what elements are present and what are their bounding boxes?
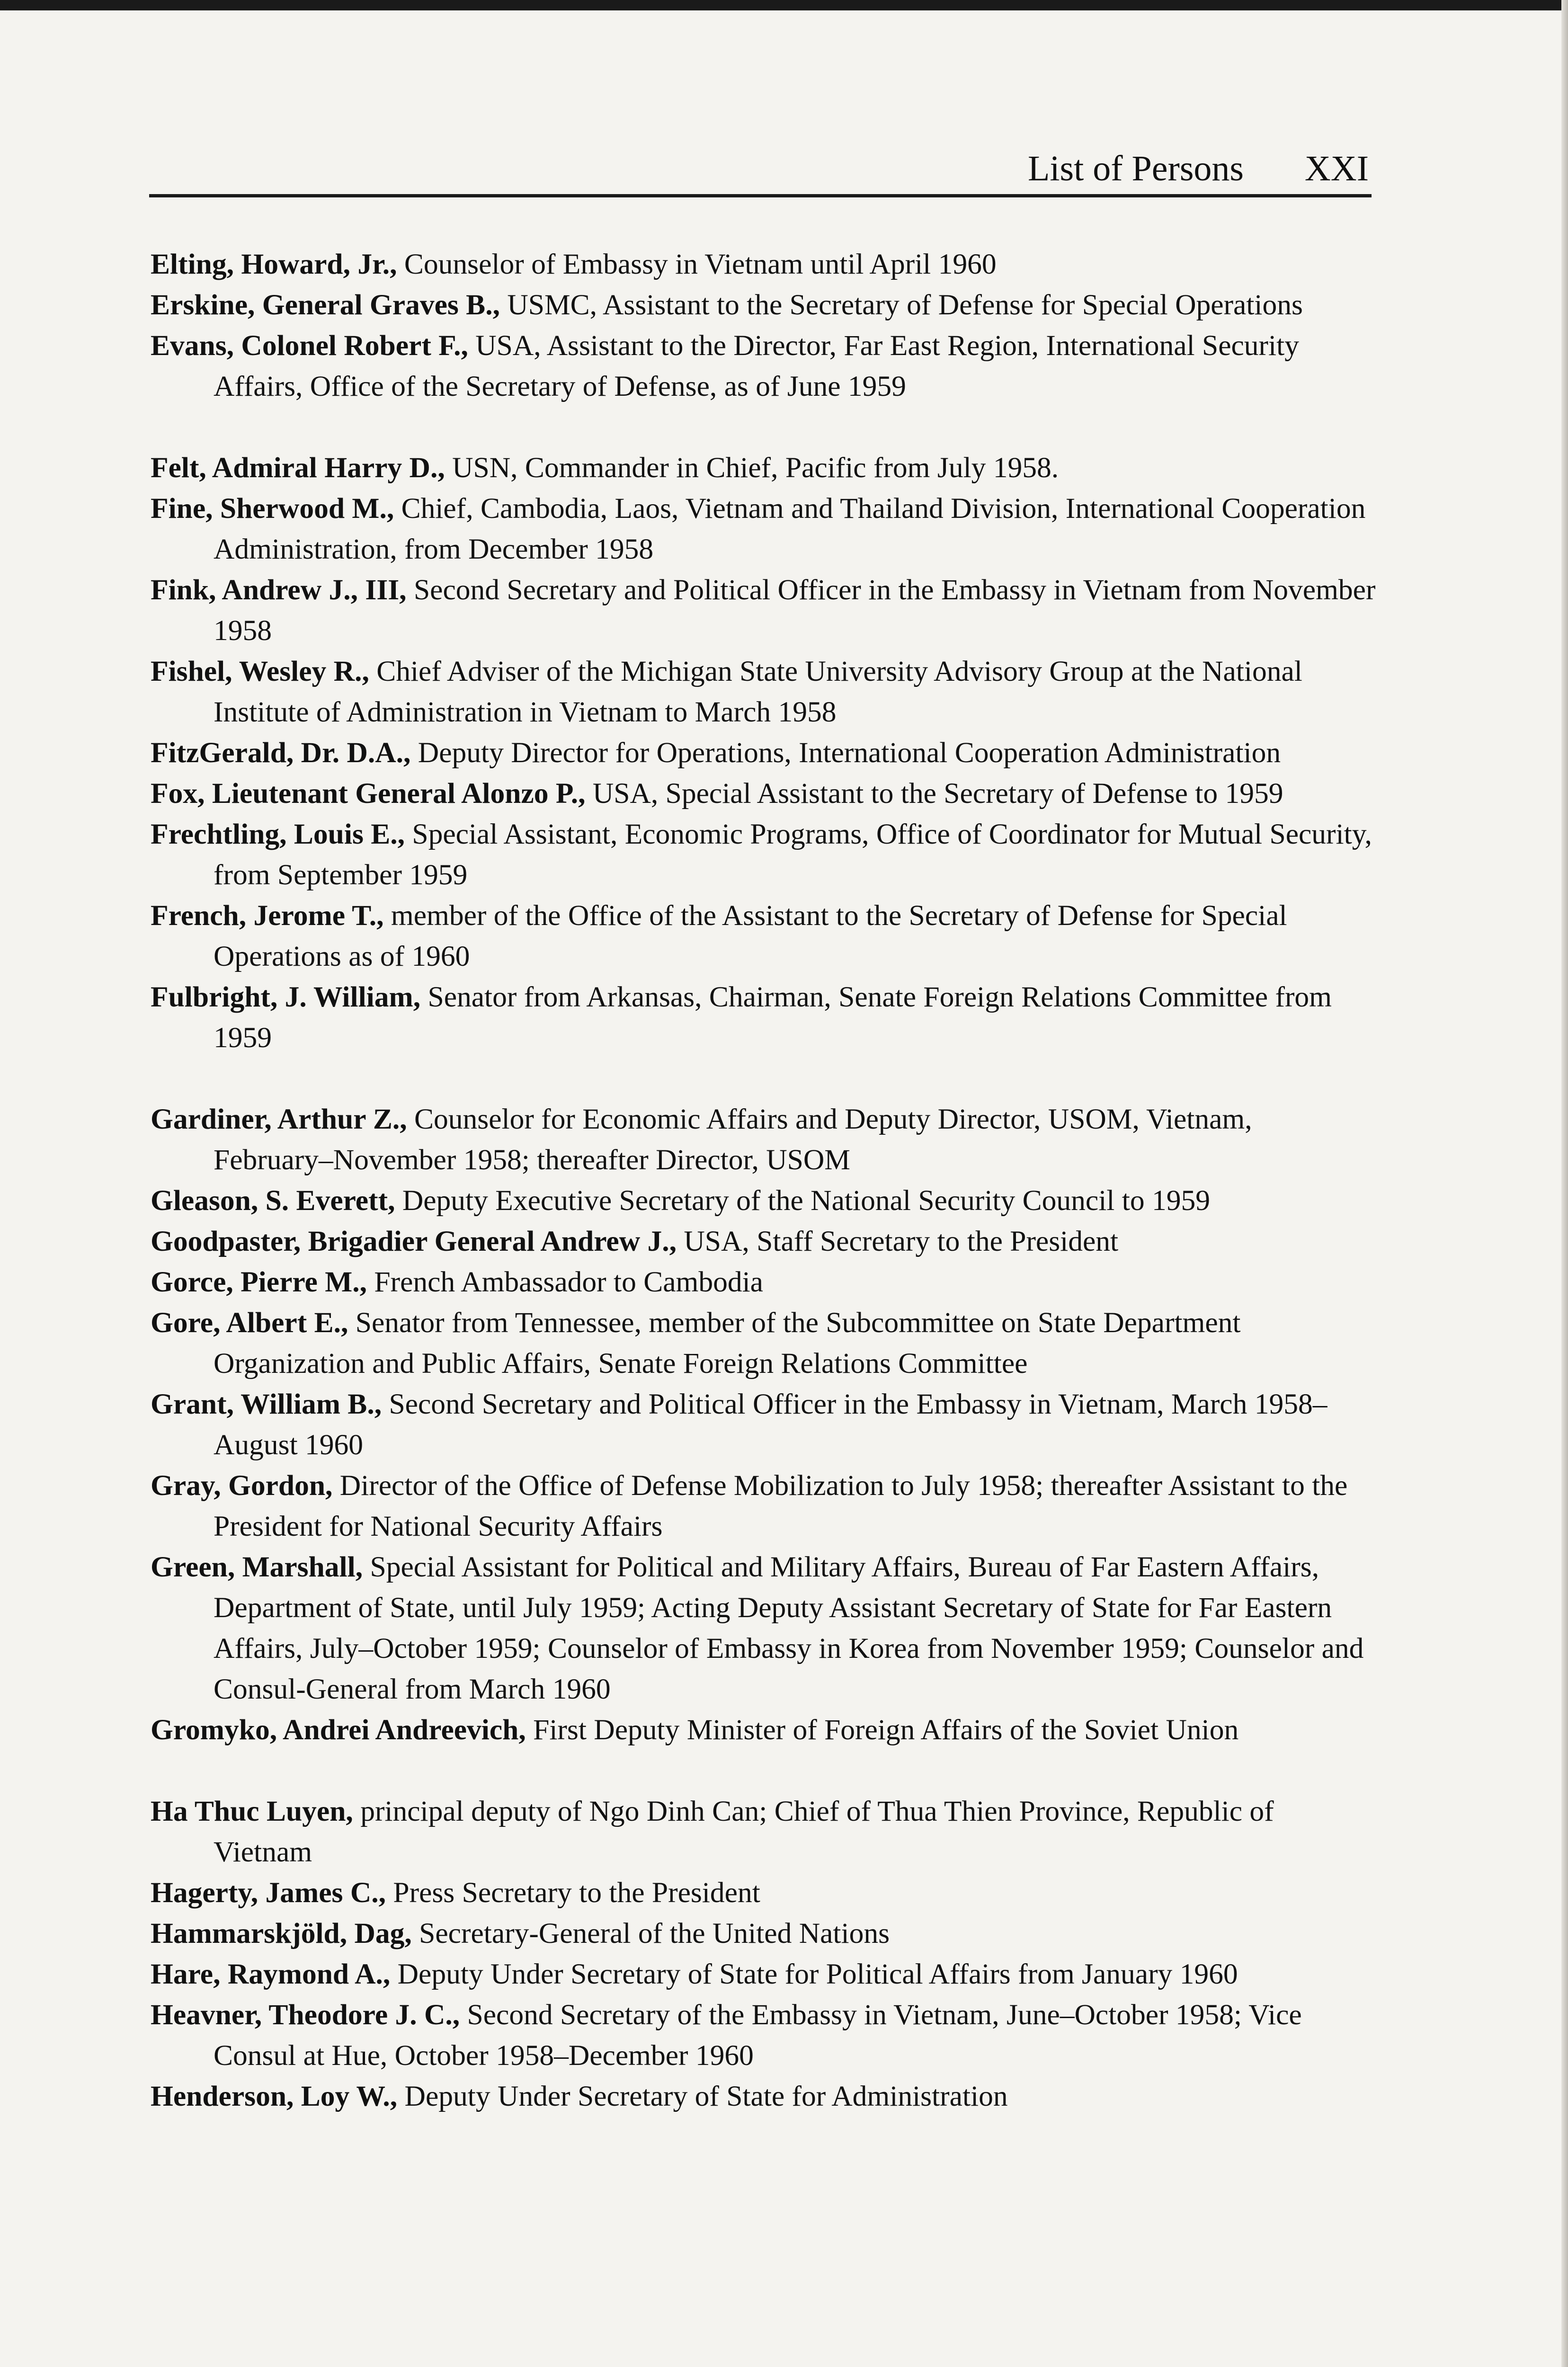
person-name: Felt, Admiral Harry D.,	[151, 452, 445, 484]
person-description: USMC, Assistant to the Secretary of Defense for Special Operations	[507, 289, 1303, 321]
person-name: Gardiner, Arthur Z.,	[151, 1103, 407, 1135]
person-description: Deputy Executive Secretary of the National Security Council to 1959	[402, 1184, 1210, 1217]
person-name: French, Jerome T.,	[151, 899, 384, 932]
person-entry	[151, 447, 1378, 488]
person-entry	[151, 1872, 1378, 1913]
person-name: Erskine, General Graves B.,	[151, 289, 500, 321]
person-name: Heavner, Theodore J. C.,	[151, 1999, 460, 2031]
person-entry	[151, 488, 1378, 570]
person-entry	[151, 285, 1378, 325]
person-entry	[151, 1180, 1378, 1221]
person-description: principal deputy of Ngo Dinh Can; Chief of Thua Thien Province, Republic of Vietnam	[214, 1795, 1274, 1868]
person-entry	[151, 1221, 1378, 1262]
person-description: USA, Assistant to the Director, Far East Region, International Security Affairs, Office of the Secretary of Defense, as of June 1959	[214, 329, 1299, 402]
person-description: Counselor of Embassy in Vietnam until April 1960	[404, 248, 997, 280]
person-name: Fink, Andrew J., III,	[151, 574, 407, 606]
person-description: Deputy Under Secretary of State for Administration	[404, 2080, 1008, 2112]
page-number: XXI	[1304, 149, 1369, 188]
person-entry	[151, 1465, 1378, 1547]
person-name: Gorce, Pierre M.,	[151, 1266, 367, 1298]
person-name: Hammarskjöld, Dag,	[151, 1917, 412, 1949]
top-edge-rule	[0, 0, 1568, 10]
person-description: Deputy Under Secretary of State for Political Affairs from January 1960	[397, 1958, 1238, 1990]
person-name: Ha Thuc Luyen,	[151, 1795, 353, 1827]
person-name: Gromyko, Andrei Andreevich,	[151, 1714, 526, 1746]
person-entry	[151, 1099, 1378, 1180]
section-e	[151, 244, 1378, 407]
person-name: Hare, Raymond A.,	[151, 1958, 391, 1990]
person-description: member of the Office of the Assistant to the Secretary of Defense for Special Operations as of 1960	[214, 899, 1287, 972]
person-name: Evans, Colonel Robert F.,	[151, 329, 468, 362]
person-entry	[151, 2076, 1378, 2117]
person-entry	[151, 1262, 1378, 1302]
person-entry	[151, 570, 1378, 651]
person-name: Fishel, Wesley R.,	[151, 655, 369, 687]
person-entry	[151, 977, 1378, 1058]
person-name: Fox, Lieutenant General Alonzo P.,	[151, 777, 586, 810]
person-entry	[151, 244, 1378, 285]
person-description: USA, Special Assistant to the Secretary of Defense to 1959	[592, 777, 1283, 810]
person-entry	[151, 1954, 1378, 1994]
person-name: Gore, Albert E.,	[151, 1307, 348, 1339]
person-name: Frechtling, Louis E.,	[151, 818, 405, 850]
person-description: USA, Staff Secretary to the President	[684, 1225, 1119, 1257]
person-description: Second Secretary of the Embassy in Vietnam, June–October 1958; Vice Consul at Hue, October 1958–December 1960	[214, 1999, 1302, 2072]
person-entry	[151, 773, 1378, 814]
persons-list	[151, 244, 1378, 2157]
header-title: List of Persons	[1028, 149, 1244, 188]
person-description: Deputy Director for Operations, International Cooperation Administration	[418, 737, 1281, 769]
person-description: USN, Commander in Chief, Pacific from July 1958.	[452, 452, 1059, 484]
person-entry	[151, 1791, 1378, 1872]
person-name: Goodpaster, Brigadier General Andrew J.,	[151, 1225, 677, 1257]
person-description: Secretary-General of the United Nations	[419, 1917, 890, 1949]
page-edge-shadow	[1561, 0, 1568, 2367]
person-description: Special Assistant, Economic Programs, Office of Coordinator for Mutual Security, from September 1959	[214, 818, 1372, 891]
person-entry	[151, 1547, 1378, 1709]
person-name: Green, Marshall,	[151, 1551, 363, 1583]
person-name: Hagerty, James C.,	[151, 1877, 386, 1909]
person-entry	[151, 325, 1378, 407]
person-description: Second Secretary and Political Officer in the Embassy in Vietnam from November 1958	[214, 574, 1376, 647]
person-entry	[151, 895, 1378, 977]
person-name: FitzGerald, Dr. D.A.,	[151, 737, 411, 769]
person-entry	[151, 1384, 1378, 1465]
person-entry	[151, 1709, 1378, 1750]
person-entry	[151, 1302, 1378, 1384]
person-name: Elting, Howard, Jr.,	[151, 248, 397, 280]
person-description: Second Secretary and Political Officer in the Embassy in Vietnam, March 1958–August 1960	[214, 1388, 1327, 1461]
person-name: Henderson, Loy W.,	[151, 2080, 398, 2112]
person-entry	[151, 1913, 1378, 1954]
section-h	[151, 1791, 1378, 2117]
person-description: Special Assistant for Political and Military Affairs, Bureau of Far Eastern Affairs, Department of State, until July 1959; Acting Deputy Assistant Secretary of State for Far Eastern Affairs, July–October 1959; Counselor of Embassy in Korea from November 1959; Counselor and Consul-General from March 1960	[214, 1551, 1364, 1705]
person-description: Director of the Office of Defense Mobilization to July 1958; thereafter Assistant to the President for National Security Affairs	[214, 1469, 1348, 1542]
person-description: Counselor for Economic Affairs and Deputy Director, USOM, Vietnam, February–November 1958; thereafter Director, USOM	[214, 1103, 1252, 1176]
person-description: French Ambassador to Cambodia	[374, 1266, 763, 1298]
person-name: Fulbright, J. William,	[151, 981, 421, 1013]
person-name: Grant, William B.,	[151, 1388, 382, 1420]
person-description: Press Secretary to the President	[393, 1877, 760, 1909]
person-description: Senator from Tennessee, member of the Subcommittee on State Department Organization and Public Affairs, Senate Foreign Relations Committee	[214, 1307, 1241, 1379]
person-name: Fine, Sherwood M.,	[151, 492, 394, 525]
section-f	[151, 447, 1378, 1058]
person-entry	[151, 732, 1378, 773]
person-entry	[151, 651, 1378, 732]
person-entry	[151, 814, 1378, 895]
person-name: Gleason, S. Everett,	[151, 1184, 395, 1217]
person-description: Chief Adviser of the Michigan State University Advisory Group at the National Institute of Administration in Vietnam to March 1958	[214, 655, 1302, 728]
person-description: Senator from Arkansas, Chairman, Senate Foreign Relations Committee from 1959	[214, 981, 1332, 1054]
person-description: Chief, Cambodia, Laos, Vietnam and Thailand Division, International Cooperation Administration, from December 1958	[214, 492, 1366, 565]
person-name: Gray, Gordon,	[151, 1469, 333, 1502]
person-entry	[151, 1994, 1378, 2076]
section-g	[151, 1099, 1378, 1750]
running-header	[149, 137, 1372, 197]
person-description: First Deputy Minister of Foreign Affairs of the Soviet Union	[533, 1714, 1239, 1746]
